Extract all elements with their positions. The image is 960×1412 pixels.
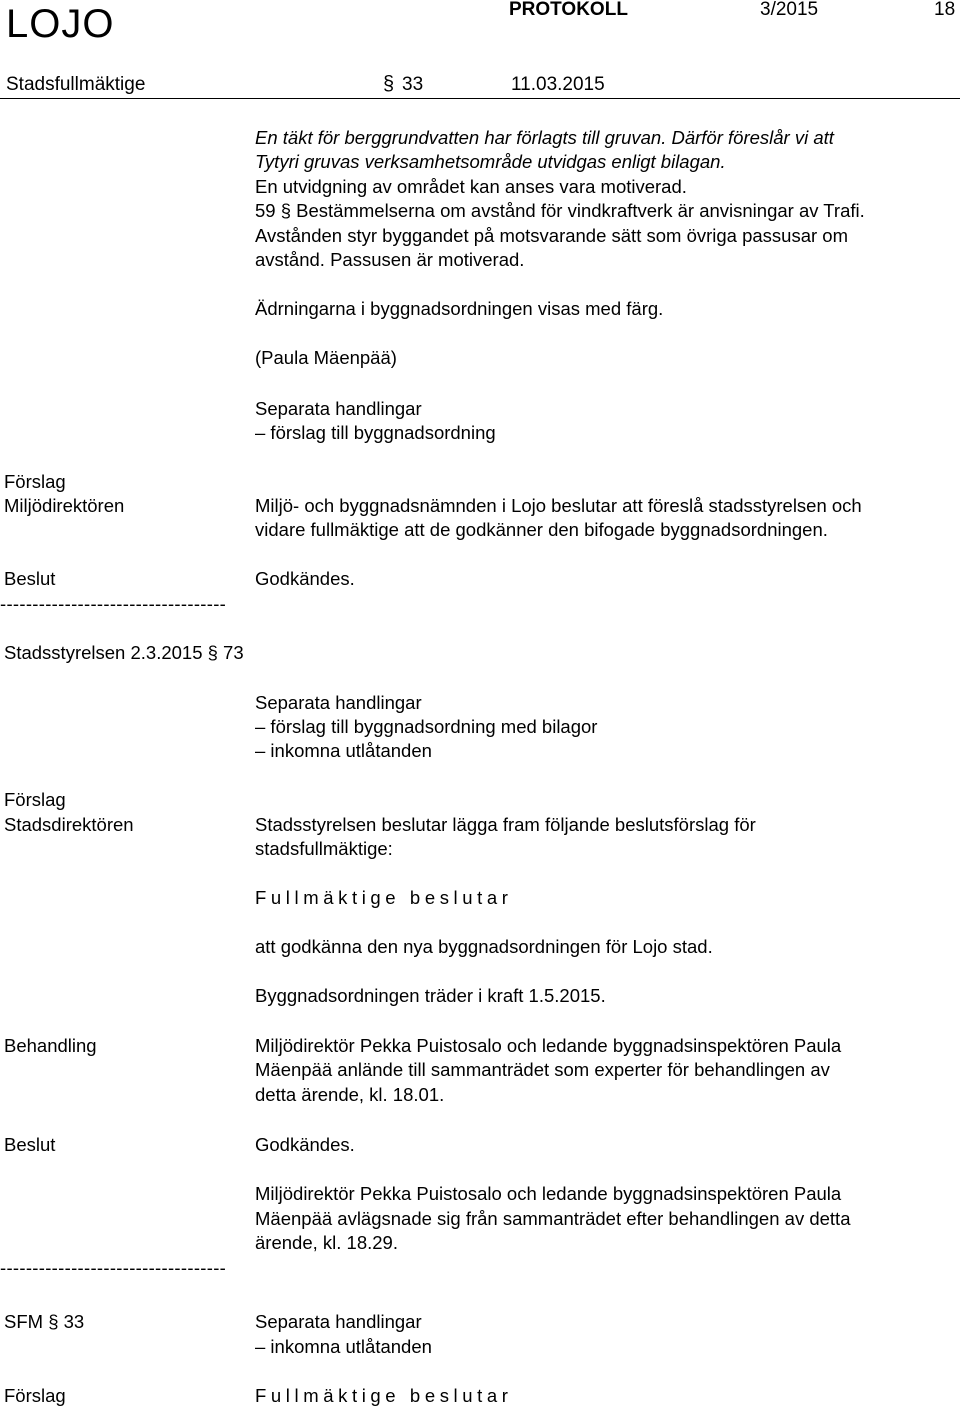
meeting-date: 11.03.2015 — [511, 74, 605, 95]
proposal2-text-line-1: Stadsstyrelsen beslutar lägga fram följande beslutsförslag för — [255, 814, 756, 835]
header-rule — [0, 98, 960, 99]
proposal-text-line-2: vidare fullmäktige att de godkänner den bifogade byggnadsordningen. — [255, 519, 828, 540]
decision-note-line-2: Mäenpää avlägsnade sig från sammanträdet efter behandlingen av detta — [255, 1208, 851, 1229]
decision-label-2: Beslut — [4, 1134, 56, 1155]
sfm-attachment-item: – inkomna utlåtanden — [255, 1336, 432, 1357]
treatment-label: Behandling — [4, 1035, 97, 1056]
decision-text: Godkändes. — [255, 568, 355, 589]
meeting-body: Stadsfullmäktige — [6, 74, 146, 95]
decision-note-line-1: Miljödirektör Pekka Puistosalo och ledande byggnadsinspektören Paula — [255, 1183, 842, 1204]
page-number: 18 — [934, 0, 956, 20]
doc-type: PROTOKOLL — [509, 0, 628, 20]
attachments-title-2: Separata handlingar — [255, 692, 422, 713]
attachment-item-2b: – inkomna utlåtanden — [255, 740, 432, 761]
proposal-text-line-1: Miljö- och byggnadsnämnden i Lojo beslutar att föreslå stadsstyrelsen och — [255, 495, 862, 516]
intro-line-3: Avstånden styr byggandet på motsvarande sätt som övriga passusar om — [255, 225, 849, 246]
treatment-line-2: Mäenpää anlände till sammanträdet som experter för behandlingen av — [255, 1059, 830, 1080]
attachments-title: Separata handlingar — [255, 398, 422, 419]
proposal-by: Miljödirektören — [4, 495, 125, 516]
decision-proposal-text: att godkänna den nya byggnadsordningen för Lojo stad. — [255, 936, 713, 957]
sfm-proposal-label: Förslag — [4, 1385, 66, 1406]
attachment-item-2a: – förslag till byggnadsordning med bilagor — [255, 716, 598, 737]
decision-label: Beslut — [4, 568, 56, 589]
section-number: 33 — [402, 74, 424, 95]
changes-note: Ädrningarna i byggnadsordningen visas med färg. — [255, 298, 664, 319]
separator-2: ----------------------------------- — [0, 1257, 227, 1278]
intro-italic-line-2: Tytyri gruvas verksamhetsområde utvidgas enligt bilagan. — [255, 151, 726, 172]
sfm-heading: SFM § 33 — [4, 1311, 85, 1332]
proposal2-text-line-2: stadsfullmäktige: — [255, 838, 393, 859]
sfm-council-decides: Fullmäktige beslutar — [255, 1385, 513, 1406]
intro-line-4: avstånd. Passusen är motiverad. — [255, 249, 525, 270]
issue-number: 3/2015 — [760, 0, 819, 20]
effective-date-text: Byggnadsordningen träder i kraft 1.5.2015. — [255, 985, 606, 1006]
proposal-label-2: Förslag — [4, 789, 66, 810]
separator: ----------------------------------- — [0, 593, 227, 614]
treatment-line-3: detta ärende, kl. 18.01. — [255, 1084, 445, 1105]
intro-line-2: 59 § Bestämmelserna om avstånd för vindkraftverk är anvisningar av Trafi. — [255, 200, 865, 221]
proposal-by-2: Stadsdirektören — [4, 814, 134, 835]
sfm-attachments-title: Separata handlingar — [255, 1311, 422, 1332]
intro-line-1: En utvidgning av området kan anses vara motiverad. — [255, 176, 687, 197]
section-symbol: § — [383, 73, 395, 95]
proposal-label: Förslag — [4, 471, 66, 492]
board-heading: Stadsstyrelsen 2.3.2015 § 73 — [4, 642, 244, 663]
logo: LOJO — [6, 2, 115, 46]
intro-italic-line-1: En täkt för berggrundvatten har förlagts till gruvan. Därför föreslår vi att — [255, 127, 834, 148]
treatment-line-1: Miljödirektör Pekka Puistosalo och ledande byggnadsinspektören Paula — [255, 1035, 842, 1056]
decision-note-line-3: ärende, kl. 18.29. — [255, 1232, 398, 1253]
attachment-item: – förslag till byggnadsordning — [255, 422, 496, 443]
decision-text-2: Godkändes. — [255, 1134, 355, 1155]
council-decides: Fullmäktige beslutar — [255, 887, 513, 908]
author-note: (Paula Mäenpää) — [255, 347, 397, 368]
